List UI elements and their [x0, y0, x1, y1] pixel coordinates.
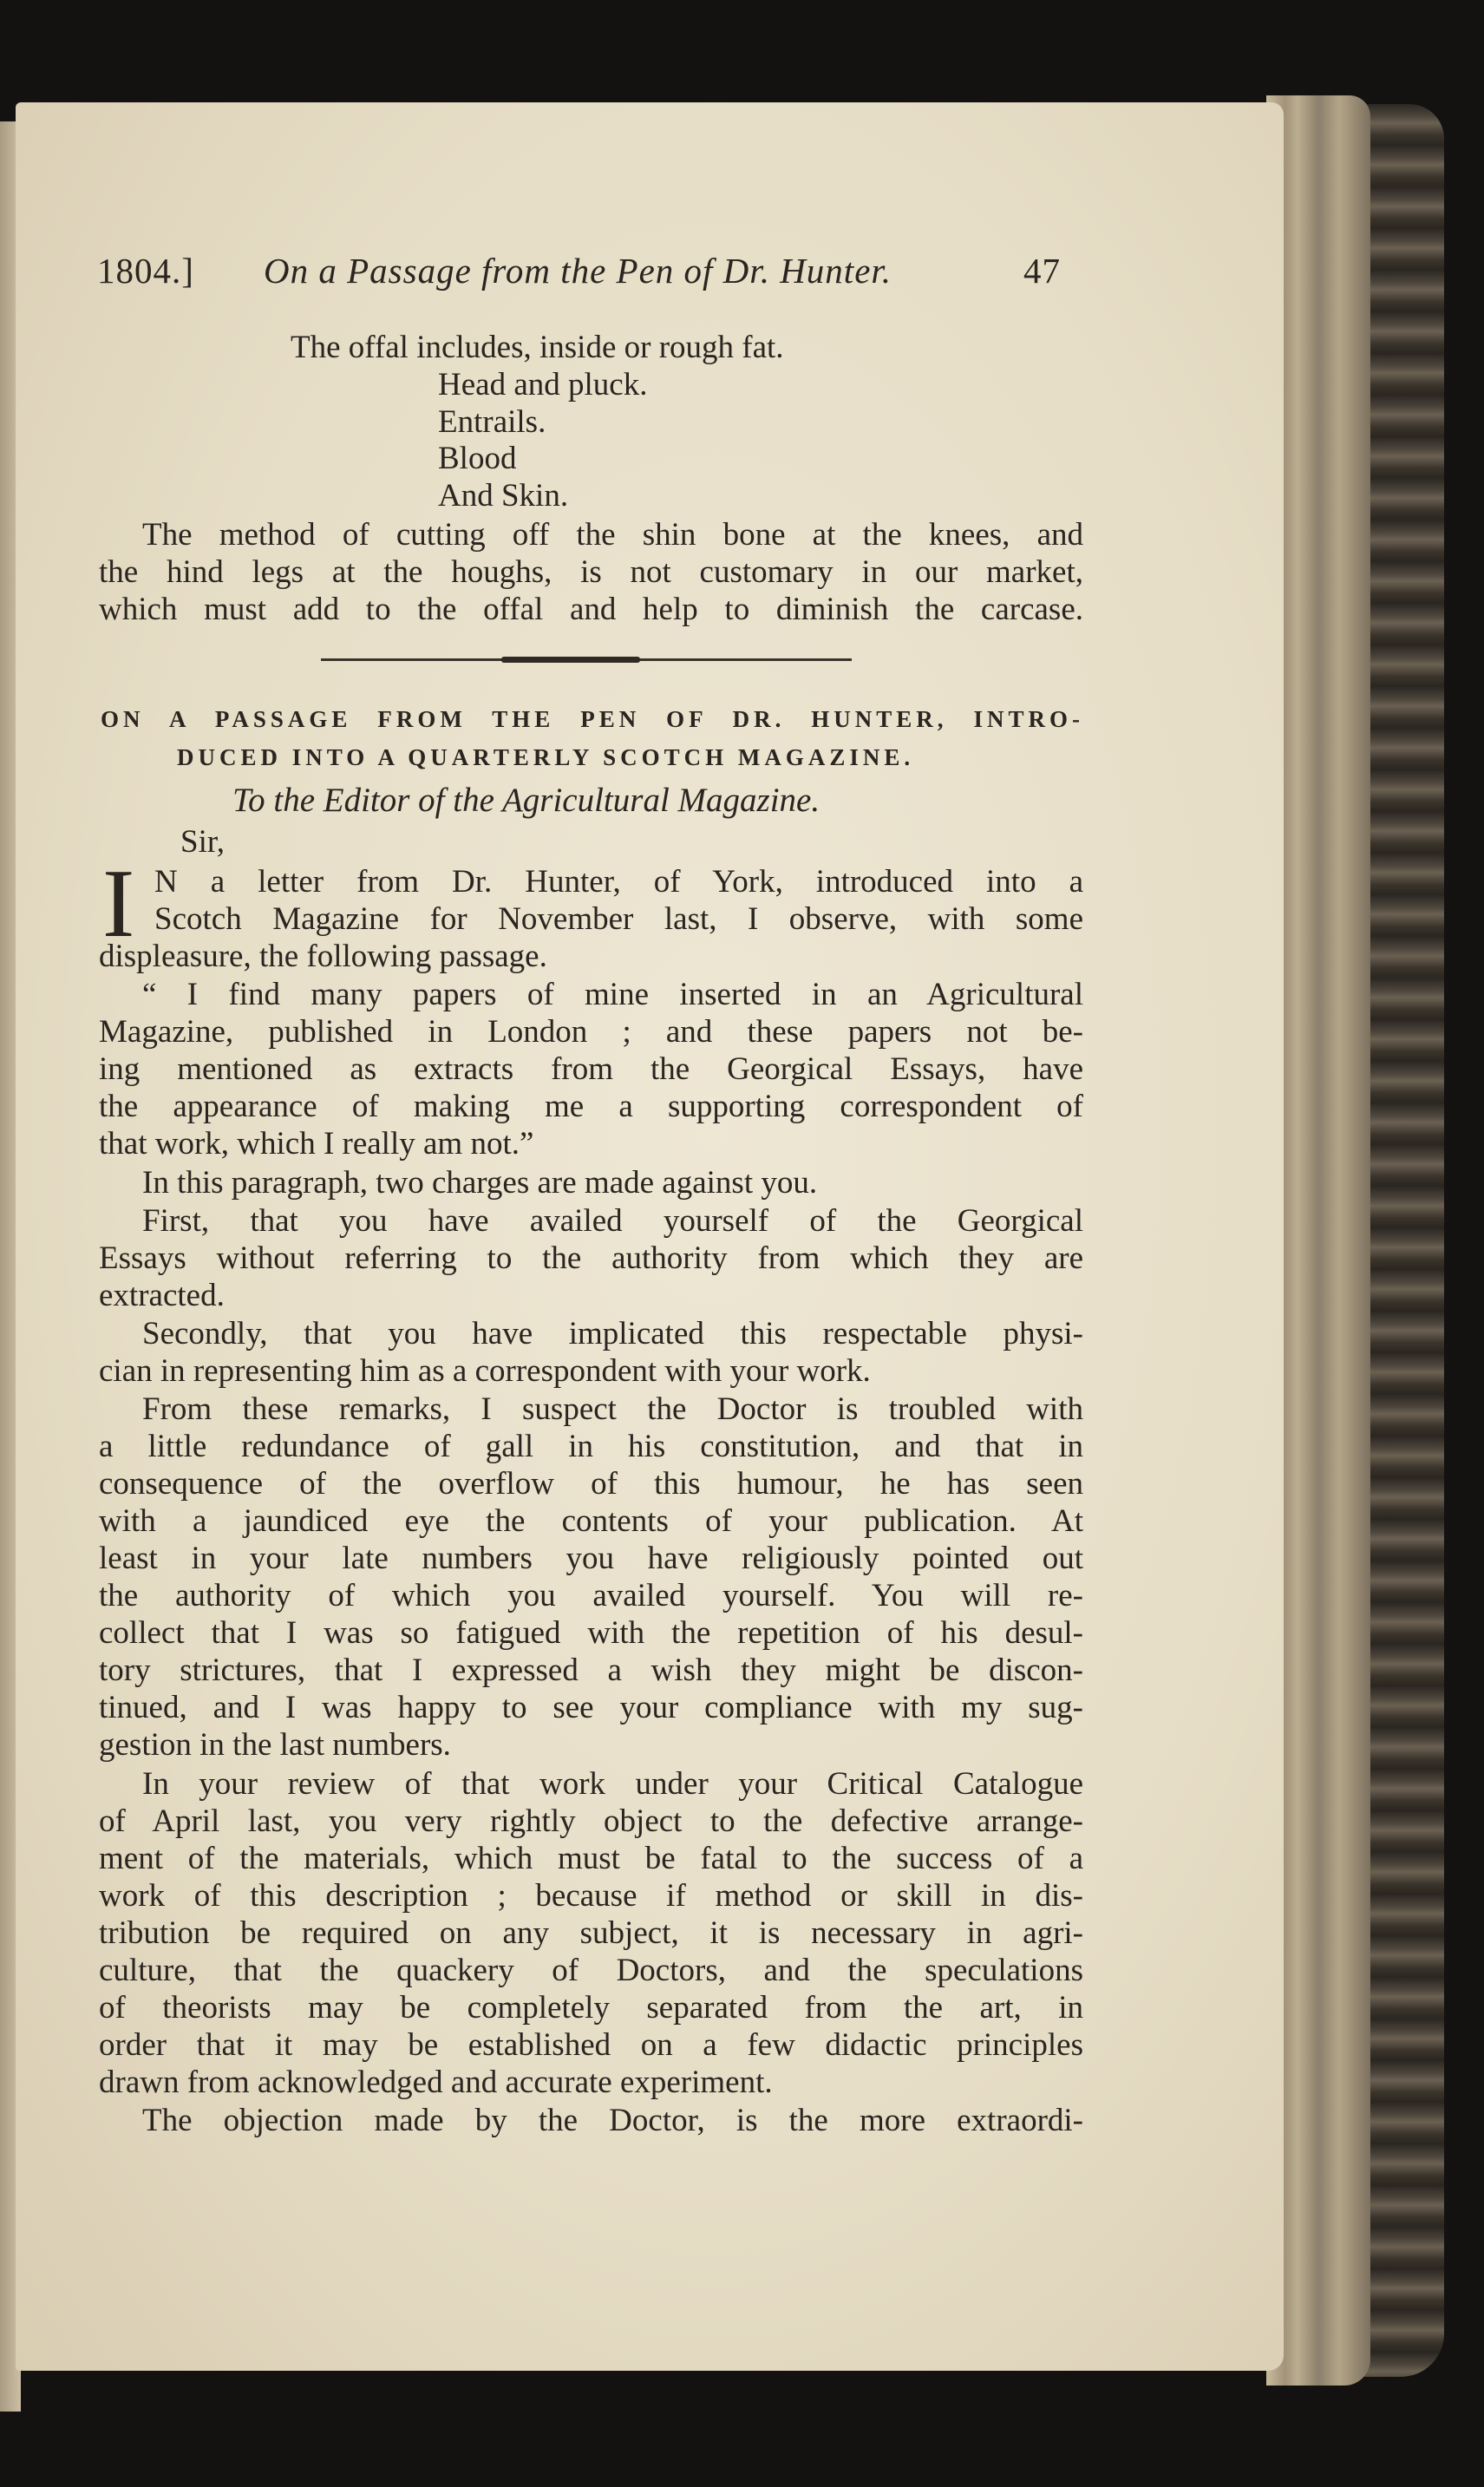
quote-line: the appearance of making me a supporting correspondent of [99, 1089, 1083, 1124]
salutation: Sir, [180, 824, 225, 860]
paragraph-line: of April last, you very rightly object to the defective arrange- [99, 1803, 1083, 1839]
header-year: 1804.] [97, 251, 194, 291]
paragraph-line: order that it may be established on a few didactic principles [99, 2027, 1083, 2063]
quote-line: Magazine, published in London ; and these papers not be- [99, 1014, 1083, 1050]
paragraph-line: Secondly, that you have implicated this respectable physi- [142, 1316, 1083, 1351]
paragraph-line: tinued, and I was happy to see your compliance with my sug- [99, 1690, 1083, 1725]
quote-line: ing mentioned as extracts from the Georgical Essays, have [99, 1051, 1083, 1087]
offal-item: Entrails. [438, 404, 546, 440]
quote-line: that work, which I really am not.” [99, 1126, 534, 1162]
offal-item: Blood [438, 441, 517, 476]
paragraph-line: N a letter from Dr. Hunter, of York, introduced into a [154, 864, 1083, 900]
drop-cap: I [102, 850, 135, 958]
page-number: 47 [1023, 251, 1061, 291]
paragraph-line: least in your late numbers you have religiously pointed out [99, 1541, 1083, 1576]
paragraph-line: work of this description ; because if method or skill in dis- [99, 1878, 1083, 1914]
paragraph-line: gestion in the last numbers. [99, 1727, 451, 1763]
editor-address: To the Editor of the Agricultural Magazine. [232, 782, 820, 819]
paragraph-line: Scotch Magazine for November last, I observe, with some [154, 901, 1083, 937]
paragraph-line: collect that I was so fatigued with the repetition of his desul- [99, 1615, 1083, 1651]
offal-item: Head and pluck. [438, 367, 648, 403]
paragraph-line: the hind legs at the houghs, is not customary in our market, [99, 554, 1083, 590]
paragraph-line: In this paragraph, two charges are made against you. [142, 1165, 818, 1201]
book-page [16, 102, 1284, 2371]
paragraph-line: which must add to the offal and help to diminish the carcase. [99, 592, 1083, 627]
article-title-line: DUCED INTO A QUARTERLY SCOTCH MAGAZINE. [177, 744, 915, 770]
paragraph-line: cian in representing him as a correspondent with your work. [99, 1353, 871, 1389]
paragraph-line: From these remarks, I suspect the Doctor is troubled with [142, 1391, 1083, 1427]
paragraph-line: The method of cutting off the shin bone at the knees, and [142, 517, 1083, 553]
section-divider-thick [501, 657, 640, 663]
offal-item: And Skin. [438, 478, 569, 514]
paragraph-line: drawn from acknowledged and accurate experiment. [99, 2065, 773, 2100]
paragraph-line: tribution be required on any subject, it is necessary in agri- [99, 1915, 1083, 1951]
paragraph-line: First, that you have availed yourself of the Georgical [142, 1203, 1083, 1239]
quote-line: “ I find many papers of mine inserted in an Agricultural [142, 977, 1083, 1012]
paragraph-line: The objection made by the Doctor, is the more extraordi- [142, 2103, 1083, 2138]
paragraph-line: In your review of that work under your Critical Catalogue [142, 1766, 1083, 1802]
paragraph-line: consequence of the overflow of this humour, he has seen [99, 1466, 1083, 1502]
offal-lead: The offal includes, inside or rough fat. [291, 330, 784, 365]
paragraph-line: extracted. [99, 1278, 225, 1313]
paragraph-line: culture, that the quackery of Doctors, and the speculations [99, 1953, 1083, 1988]
article-title-line: ON A PASSAGE FROM THE PEN OF DR. HUNTER, INTRO- [101, 706, 1084, 732]
paragraph-line: tory strictures, that I expressed a wish they might be discon- [99, 1653, 1083, 1688]
paragraph-line: the authority of which you availed yourself. You will re- [99, 1578, 1083, 1613]
paragraph-line: a little redundance of gall in his constitution, and that in [99, 1429, 1083, 1464]
paragraph-line: displeasure, the following passage. [99, 939, 547, 974]
paragraph-line: with a jaundiced eye the contents of your publication. At [99, 1503, 1083, 1539]
running-title: On a Passage from the Pen of Dr. Hunter. [264, 251, 892, 291]
paragraph-line: Essays without referring to the authority from which they are [99, 1240, 1083, 1276]
paragraph-line: ment of the materials, which must be fatal to the success of a [99, 1841, 1083, 1876]
paragraph-line: of theorists may be completely separated from the art, in [99, 1990, 1083, 2026]
